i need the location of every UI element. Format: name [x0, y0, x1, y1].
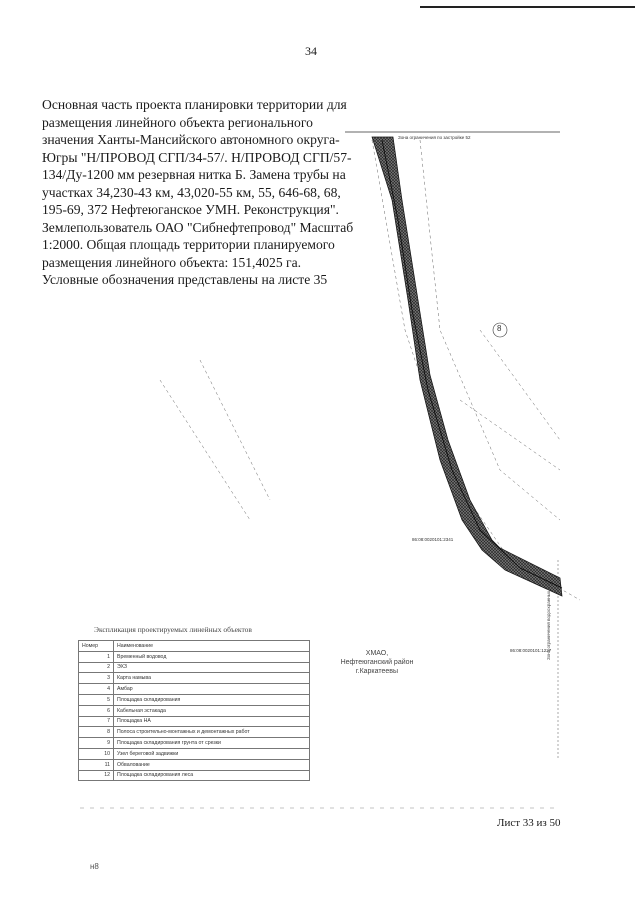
legend-row: 5 Площадка складирования	[79, 694, 310, 705]
zone-note: Зона ограничения по застройке 52	[398, 135, 471, 140]
legend-table	[78, 640, 310, 781]
legend-row: 8 Полоса строительно-монтажных и демонтажных работ	[79, 727, 310, 738]
cadastral-number-2: 86:08:0020101:1227	[510, 648, 552, 653]
legend-row: 10 Узел береговой задвижки	[79, 748, 310, 759]
region-line: г.Каркатеевы	[355, 668, 399, 675]
legend-row: 6 Кабельная эстакада	[79, 705, 310, 716]
vertical-note: Зона ограничения водоохранных зон	[546, 582, 551, 660]
cadastral-number-1: 86:08:0020101:2341	[412, 537, 454, 542]
legend-header-name: Наименование	[114, 641, 310, 652]
region-line: Нефтеюганский район	[340, 659, 414, 666]
boundary-mark-label: 8	[497, 324, 502, 333]
corner-mark: н8	[90, 862, 99, 871]
legend-row: 3 Карта намыва	[79, 673, 310, 684]
legend-title: Экспликация проектируемых линейных объектов	[94, 625, 252, 634]
region-line: ХМАО,	[365, 650, 389, 657]
legend-row: 7 Площадка НА	[79, 716, 310, 727]
project-description: Основная часть проекта планировки территории для размещения линейного объекта регионального значения Ханты-Мансийского автономного округа-Югры "Н/ПРОВОД СГП/34-57/. Н/ПРОВОД СГП/57-134/Ду-1200 мм резервная нитка Б. Замена трубы на участках 34,230-43 км, 43,020-55 км, 55, 646-68, 68, 195-69, 372 Нефтеюганское УМН. Реконструкция". Землепользователь ОАО "Сибнефтепровод" Масштаб 1:2000. Общая площадь территории планируемого размещения линейного объекта: 151,4025 га. Условные обозначения представлены на листе 35	[42, 97, 354, 287]
legend-row: 9 Площадка складирования грунта от срезки	[79, 738, 310, 749]
region-label	[322, 649, 432, 676]
legend-row: 4 Амбар	[79, 684, 310, 695]
boundary-lines	[160, 140, 580, 600]
page-number: 34	[305, 44, 317, 58]
legend-header-number: Номер	[79, 641, 114, 652]
pipeline-corridor	[372, 137, 562, 596]
legend-row: 1 Временный водовод	[79, 651, 310, 662]
sheet-counter: Лист 33 из 50	[497, 817, 561, 829]
legend-row: 11 Обвалование	[79, 759, 310, 770]
legend-row: 12 Площадка складирования леса	[79, 770, 310, 781]
legend-row: 2 ЭХЗ	[79, 662, 310, 673]
legend-header-row	[79, 641, 310, 652]
